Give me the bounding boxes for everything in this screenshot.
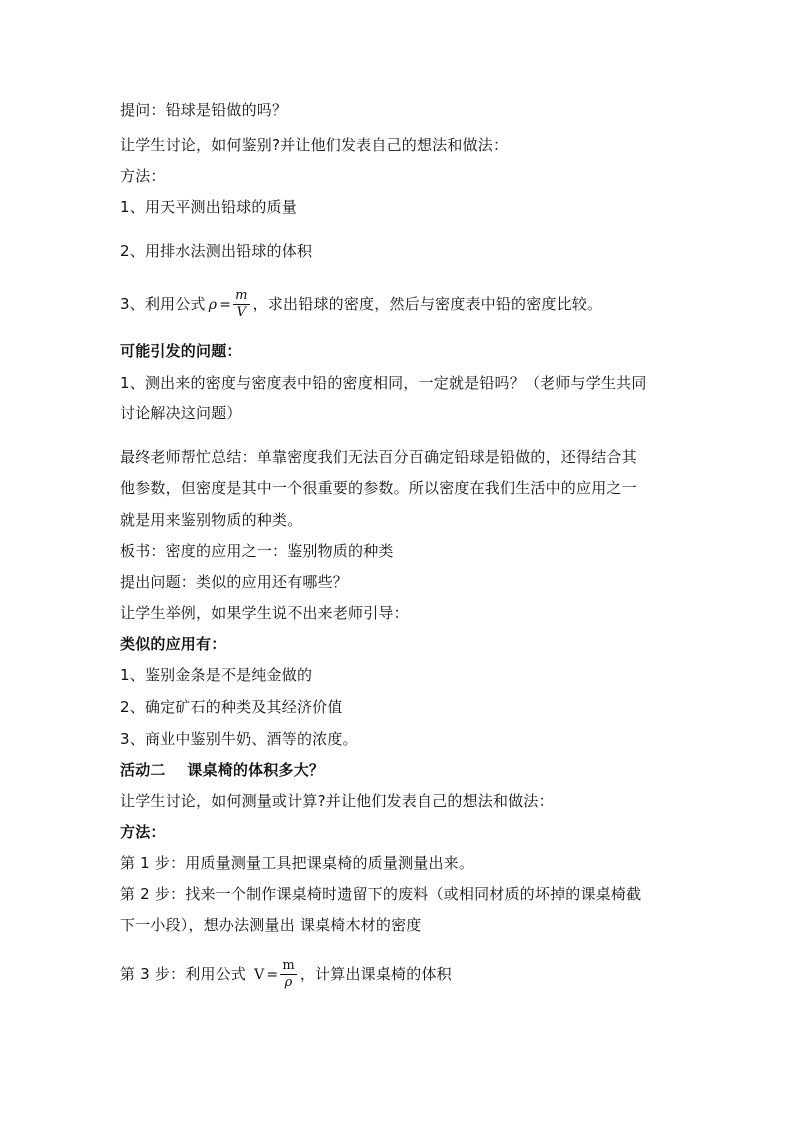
similar-uses-heading: 类似的应用有：: [120, 635, 227, 653]
board-note: 板书：密度的应用之一：鉴别物质的种类: [120, 542, 394, 560]
formula-fraction: [233, 288, 250, 321]
activity-two-heading: 活动二 课桌椅的体积多大？: [120, 761, 325, 779]
activity-step-3-prefix: 第 3 步：利用公式: [120, 965, 252, 983]
formula-denominator: V: [236, 305, 247, 320]
question-similar-uses: 提出问题：类似的应用还有哪些？: [120, 573, 349, 591]
summary-line-1: 最终老师帮忙总结：单靠密度我们无法百分百确定铅球是铅做的，还得结合其: [120, 448, 637, 466]
volume-formula-denominator: ρ: [284, 975, 293, 990]
formula-numerator: m: [235, 288, 248, 303]
activity-step-3: [120, 958, 452, 991]
volume-formula-equals: =: [266, 967, 279, 983]
volume-formula-lhs: V: [254, 967, 265, 983]
formula-lhs: ρ: [208, 297, 218, 313]
similar-use-1: 1、鉴别金条是不是纯金做的: [120, 666, 313, 684]
method-step-3: [120, 288, 602, 321]
discussion-prompt-measure: 让学生讨论，如何测量或计算?并让他们发表自己的想法和做法：: [120, 792, 554, 810]
summary-line-2: 他参数，但密度是其中一个很重要的参数。所以密度在我们生活中的应用之一: [120, 479, 637, 497]
similar-use-3: 3、商业中鉴别牛奶、酒等的浓度。: [120, 730, 358, 748]
issue-1-line-1: 1、测出来的密度与密度表中铅的密度相同，一定就是铅吗？（老师与学生共同: [120, 374, 647, 392]
summary-line-3: 就是用来鉴别物质的种类。: [120, 511, 303, 529]
volume-formula: [254, 958, 297, 991]
method-heading: 方法：: [120, 167, 166, 185]
volume-formula-fraction: [280, 958, 297, 991]
method-step-3-prefix: 3、利用公式: [120, 295, 206, 313]
method-step-2: 2、用排水法测出铅球的体积: [120, 242, 313, 260]
question-lead-ball: 提问：铅球是铅做的吗？: [120, 101, 288, 119]
volume-formula-numerator: m: [282, 958, 295, 973]
method-heading-2: 方法：: [120, 823, 166, 841]
method-step-1: 1、用天平测出铅球的质量: [120, 198, 297, 216]
similar-use-2: 2、确定矿石的种类及其经济价值: [120, 698, 343, 716]
possible-issues-heading: 可能引发的问题：: [120, 342, 242, 360]
activity-step-3-suffix: ，计算出课桌椅的体积: [299, 965, 452, 983]
density-formula: [209, 288, 250, 321]
formula-equals: =: [219, 297, 232, 313]
activity-step-2-line-1: 第 2 步：找来一个制作课桌椅时遗留下的废料（或相同材质的坏掉的课桌椅截: [120, 885, 642, 903]
activity-step-1: 第 1 步：用质量测量工具把课桌椅的质量测量出来。: [120, 854, 475, 872]
issue-1-line-2: 讨论解决这问题）: [120, 404, 242, 422]
discussion-prompt-identify: 让学生讨论，如何鉴别?并让他们发表自己的想法和做法：: [120, 136, 509, 154]
student-examples-prompt: 让学生举例，如果学生说不出来老师引导：: [120, 604, 409, 622]
activity-step-2-line-2: 下一小段），想办法测量出 课桌椅木材的密度: [120, 916, 422, 934]
method-step-3-suffix: ，求出铅球的密度，然后与密度表中铅的密度比较。: [252, 295, 603, 313]
